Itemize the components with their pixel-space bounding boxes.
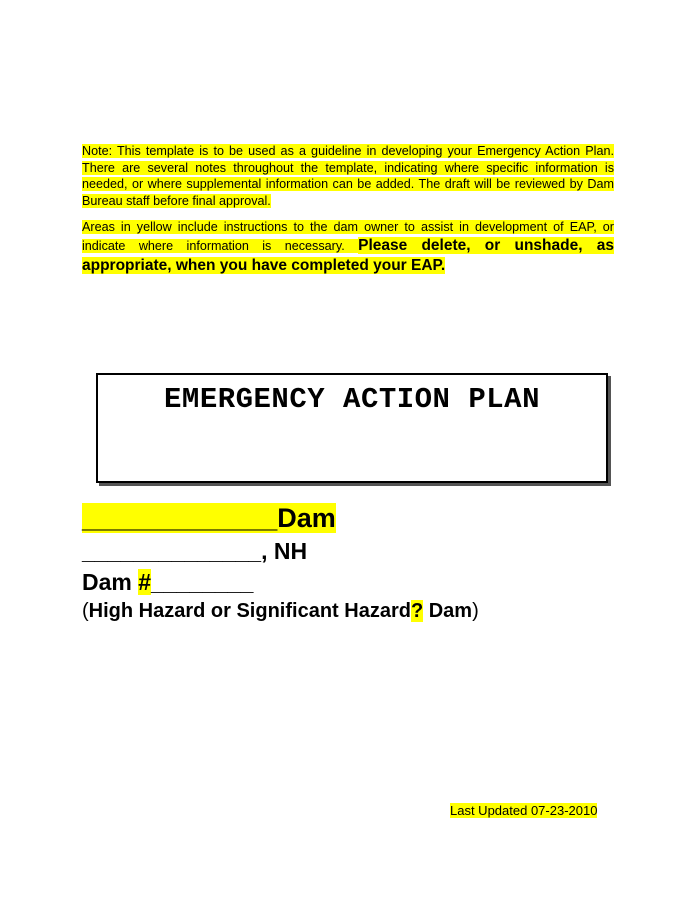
location-state: , NH (261, 538, 308, 564)
last-updated-text: Last Updated 07-23-2010 (450, 803, 598, 818)
dam-word: Dam (277, 503, 336, 533)
location-blank[interactable]: ______________ (82, 538, 262, 564)
hazard-close-paren: ) (472, 600, 479, 622)
note-paragraph-2-text: Areas in yellow include instructions to the dam owner to assist in development of EAP, or indicate where information is necessary. (82, 220, 614, 253)
last-updated (450, 802, 597, 819)
dam-number-line (82, 567, 253, 597)
document-title: EMERGENCY ACTION PLAN (164, 383, 540, 416)
hazard-text: High Hazard or Significant Hazard (88, 600, 411, 622)
note-paragraph-1 (82, 143, 614, 209)
dam-number-label: Dam (82, 569, 139, 595)
note-paragraph-2 (82, 219, 614, 276)
dam-name-blank: _____________ (82, 503, 278, 533)
instructions-note (82, 143, 614, 276)
hazard-open-paren: ( (82, 600, 89, 622)
title-box (96, 373, 608, 483)
hazard-classification-line (82, 597, 479, 625)
note-paragraph-2-emphasis: Please delete, or unshade, as appropriate, when you have completed your EAP. (82, 236, 614, 274)
dam-name-blank-field[interactable] (82, 503, 336, 533)
hazard-question-mark: ? (410, 600, 424, 622)
dam-name-line (82, 500, 336, 536)
dam-number-blank[interactable]: ________ (151, 569, 254, 595)
dam-number-hash: # (138, 569, 152, 595)
hazard-dam-word: Dam (423, 600, 473, 622)
note-paragraph-1-text: Note: This template is to be used as a guideline in developing your Emergency Action Plan. There are several notes throughout the template, indicating where specific information is needed, or where supplemental information can be added. The draft will be reviewed by Dam Bureau staff before final approval. (82, 144, 614, 208)
dam-location-line (82, 536, 307, 566)
